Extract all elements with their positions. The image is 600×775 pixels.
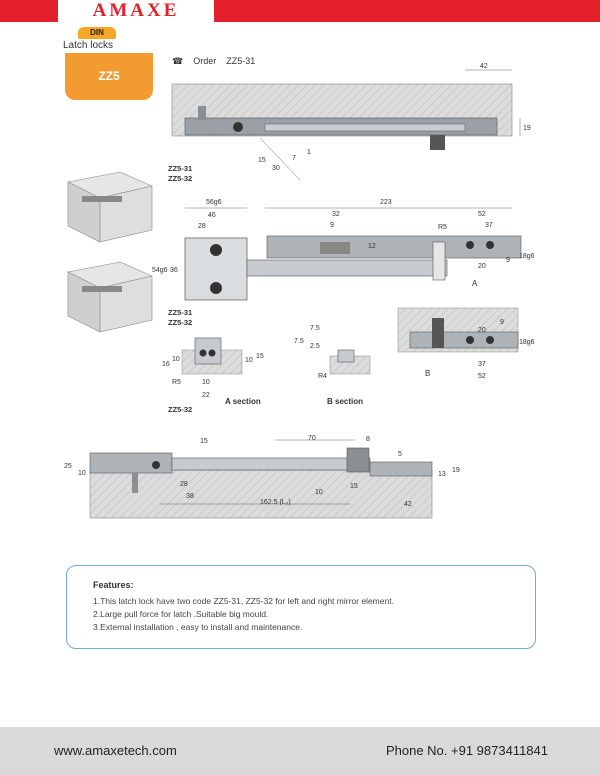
dim-top-15: 15: [258, 157, 266, 164]
dim-a-22: 22: [202, 392, 210, 399]
dim-bottom-38: 38: [186, 493, 194, 500]
plan-view: [152, 199, 535, 300]
dim-bottom-19: 19: [452, 467, 460, 474]
dim-plan-12: 12: [368, 243, 376, 250]
dim-plan-18g6: 18g6: [519, 253, 535, 260]
dim-b-52: 52: [478, 373, 486, 380]
footer: [0, 727, 600, 775]
dim-a-r5: R5: [172, 379, 181, 386]
features-title: Features:: [93, 580, 134, 590]
dim-plan-28: 28: [198, 223, 206, 230]
dim-plan-r5: R5: [438, 224, 447, 231]
dim-bottom-13: 13: [438, 471, 446, 478]
phone-number: Phone No. +91 9873411841: [385, 743, 548, 758]
bottom-view: [64, 435, 460, 518]
dim-b-20: 20: [478, 327, 486, 334]
dim-plan-54g6: 54g6: [152, 267, 168, 274]
dim-a-15: 15: [256, 353, 264, 360]
din-badge: DIN: [78, 27, 116, 39]
dim-bottom-42: 42: [404, 501, 412, 508]
code-label: ZZ5-32: [168, 318, 193, 327]
dim-bottom-70: 70: [308, 435, 316, 442]
dim-bs-r4: R4: [318, 373, 327, 380]
dim-a-10: 10: [172, 356, 180, 363]
dim-bottom-5: 5: [398, 451, 402, 458]
code-label: ZZ5-31: [168, 164, 193, 173]
dim-plan-32: 32: [332, 211, 340, 218]
logo-text: AMAXE: [92, 0, 180, 21]
feature-item: 1.This latch lock have two code ZZ5-31, ZZ5-32 for left and right mirror element.: [93, 596, 394, 606]
website-link[interactable]: www.amaxetech.com: [54, 743, 177, 758]
dim-bs-7.5b: 7.5: [294, 338, 304, 345]
dim-plan-9b: 9: [506, 257, 510, 264]
dim-bs-2.5: 2.5: [310, 343, 320, 350]
dim-bottom-162.5: 162.5 (L₂): [260, 499, 291, 506]
dim-plan-20: 20: [478, 263, 486, 270]
logo: [58, 0, 214, 26]
model-tab: ZZ5: [65, 53, 153, 100]
dim-plan-36: 36: [170, 267, 178, 274]
dim-a-10b: 10: [245, 357, 253, 364]
dim-bs-7.5: 7.5: [310, 325, 320, 332]
dim-top-1: 1: [307, 149, 311, 156]
dim-plan-52: 52: [478, 211, 486, 218]
section-a: [162, 338, 264, 406]
code-label: ZZ5-32: [168, 174, 193, 183]
dim-b-37: 37: [478, 361, 486, 368]
code-label: ZZ5-31: [168, 308, 193, 317]
a-section-label: A section: [225, 397, 261, 406]
order-label: Order: [193, 56, 217, 66]
dim-top-42: 42: [480, 63, 488, 70]
phone-icon: ☎: [172, 56, 184, 66]
top-view: [172, 63, 531, 180]
dim-top-19: 19: [523, 125, 531, 132]
dim-plan-46: 46: [208, 212, 216, 219]
dim-plan-9: 9: [330, 222, 334, 229]
dim-bottom-10b: 10: [315, 489, 323, 496]
dim-plan-56g6: 56g6: [206, 199, 222, 206]
iso-illustration-2: [68, 262, 152, 332]
code-label: ZZ5-32: [168, 405, 193, 414]
dim-a-10c: 10: [202, 379, 210, 386]
iso-illustration-1: [68, 172, 152, 242]
features-box: [66, 565, 536, 649]
dim-top-30: 30: [272, 165, 280, 172]
dim-a-16: 16: [162, 361, 170, 368]
section-b: [294, 325, 370, 406]
feature-item: 3.External installation , easy to install and maintenance.: [93, 622, 303, 632]
arrow-label-a: A: [472, 279, 478, 288]
dim-plan-37: 37: [485, 222, 493, 229]
arrow-label-b: B: [425, 369, 431, 378]
dim-top-7: 7: [292, 155, 296, 162]
technical-drawing: [60, 60, 540, 525]
order-code: ZZ5-31: [226, 56, 256, 66]
detail-b-view: [398, 308, 535, 380]
dim-plan-223: 223: [380, 199, 392, 206]
b-section-label: B section: [327, 397, 364, 406]
dim-bottom-8: 8: [366, 436, 370, 443]
dim-b-18g6: 18g6: [519, 339, 535, 346]
dim-bottom-28: 28: [180, 481, 188, 488]
series-title: Latch locks: [63, 40, 114, 51]
dim-bottom-10: 10: [78, 470, 86, 477]
dim-bottom-15: 15: [200, 438, 208, 445]
dim-b-9: 9: [500, 319, 504, 326]
feature-item: 2.Large pull force for latch .Suitable big mould.: [93, 609, 269, 619]
dim-bottom-15b: 15: [350, 483, 358, 490]
dim-bottom-25: 25: [64, 463, 72, 470]
